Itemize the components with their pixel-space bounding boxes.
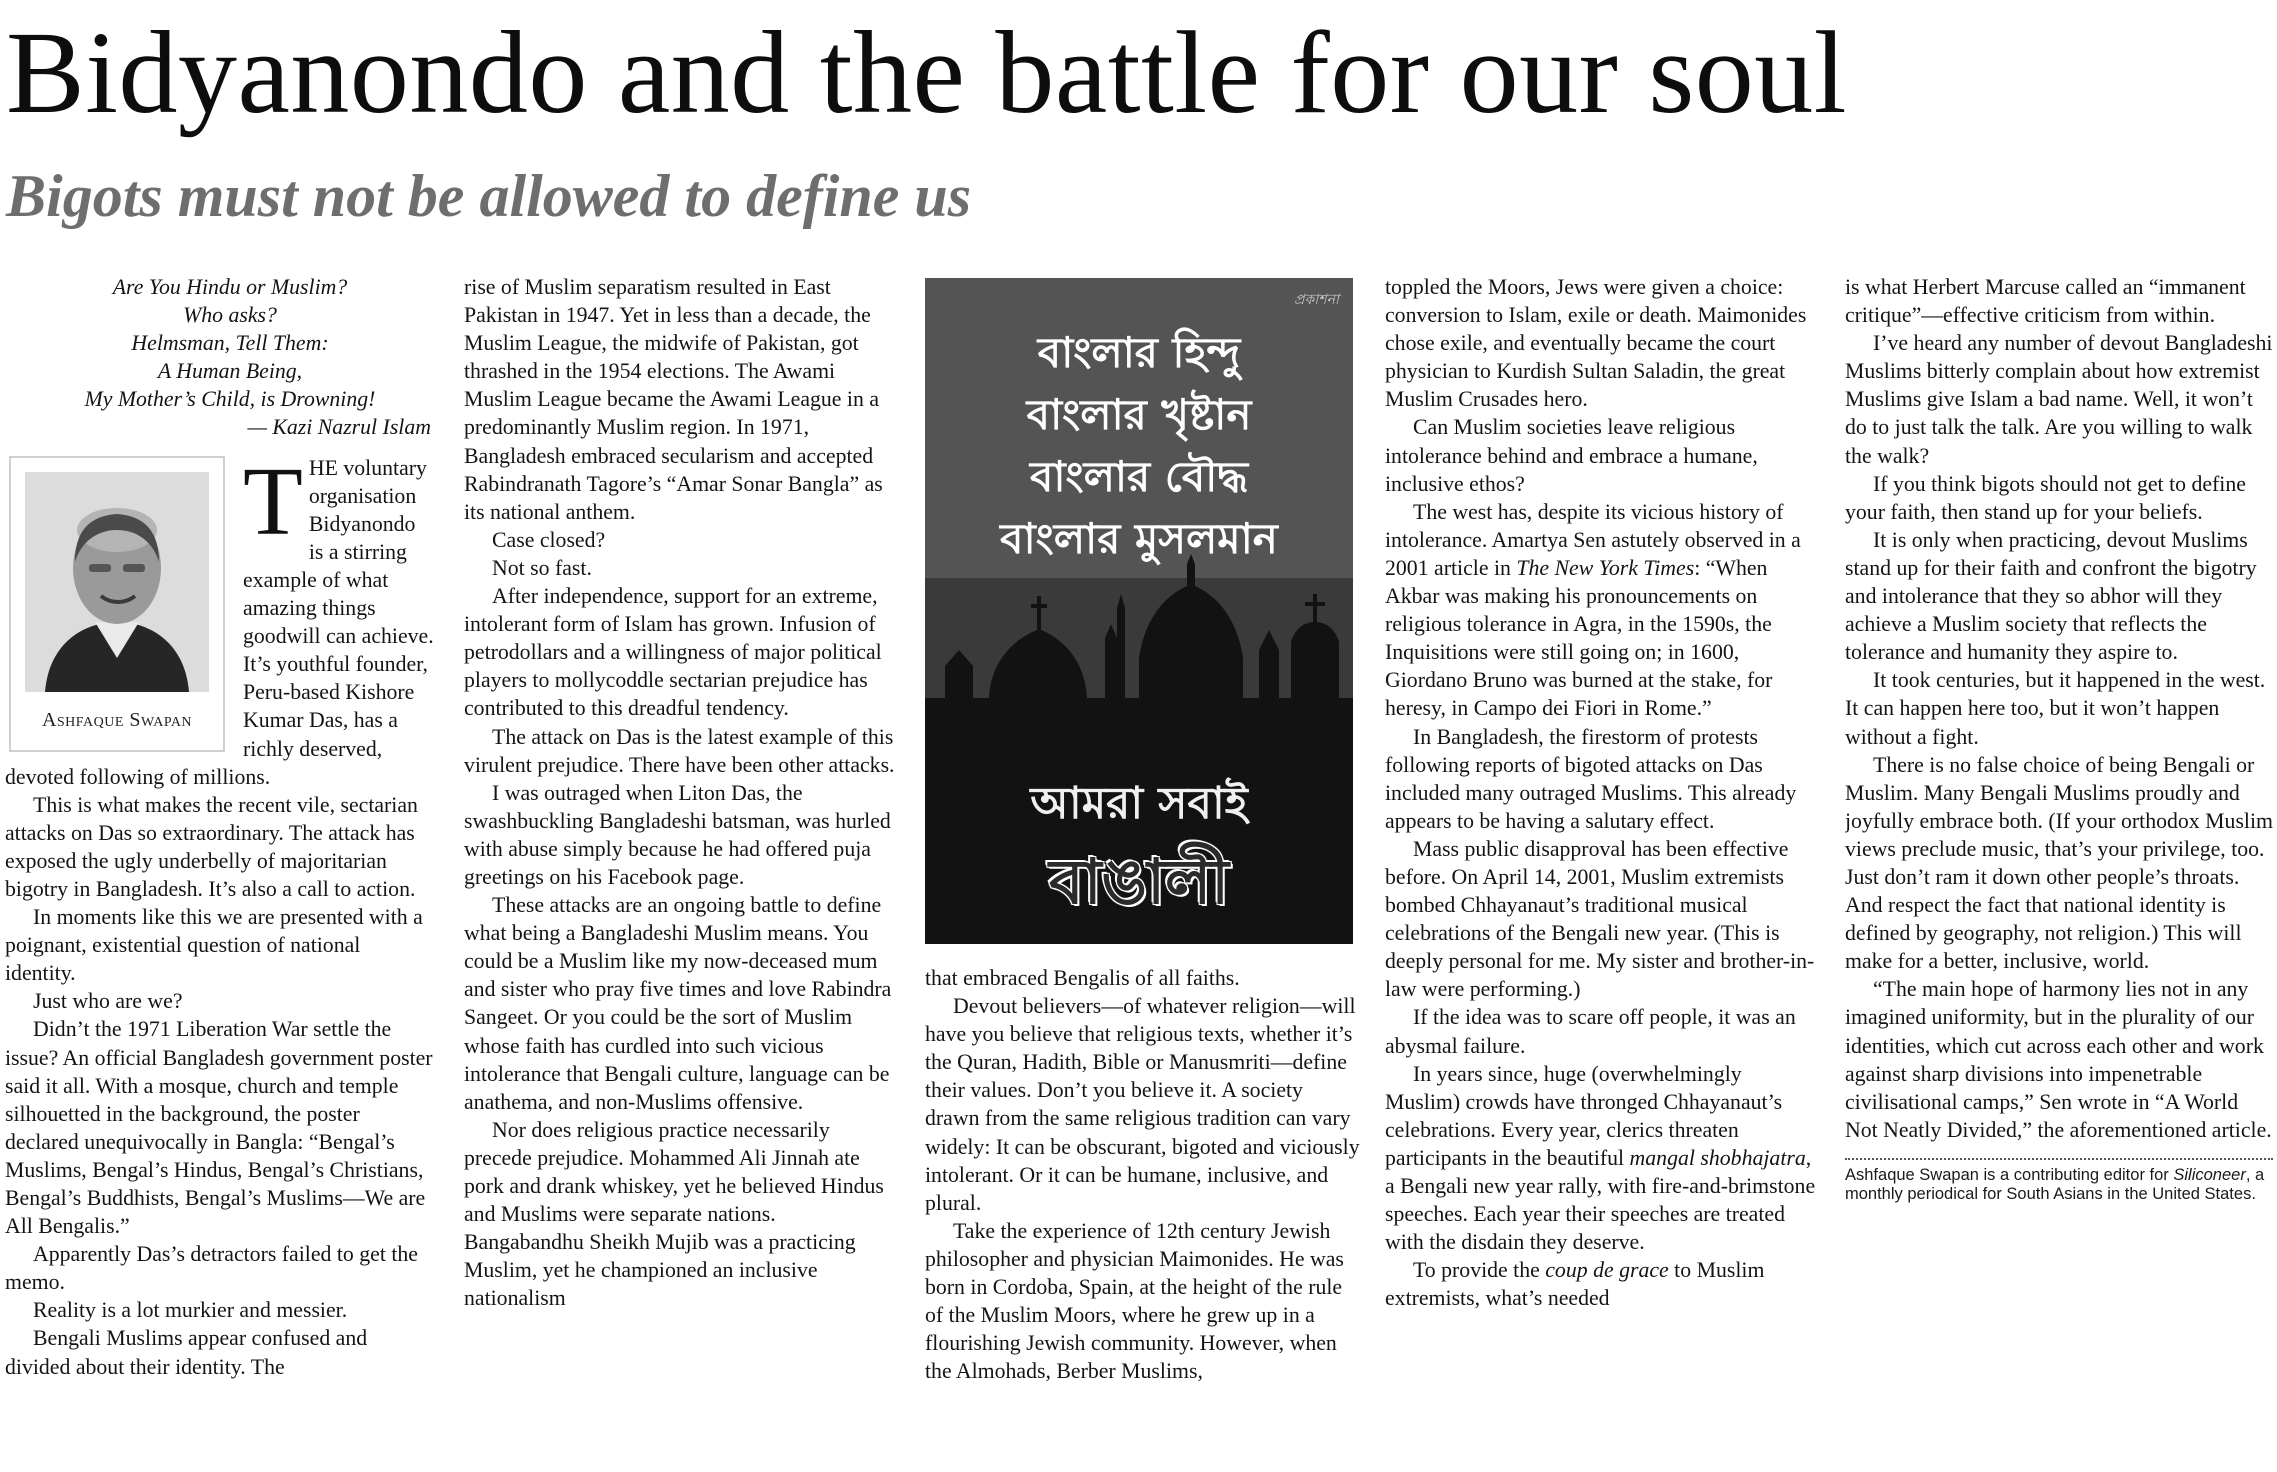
paragraph: Case closed? <box>492 527 606 552</box>
paragraph: Didn’t the 1971 Liberation War settle the issue? An official Bangladesh government poster said it all. With a mosque, church and temple silhouetted in the background, the poster declared unequivocally in Bangla: “Bengal’s Muslims, Bengal’s Hindus, Bengal’s Christians, Bengal’s Buddhists, Bengal’s Muslims—We are All Bengalis.” <box>5 1017 433 1239</box>
poster-line: বাংলার হিন্দু <box>1037 328 1241 377</box>
text-run: , a Bengali new year rally, with fire-and-brimstone speeches. Each year their speeches are treated with the disdain they deserve. <box>1385 1145 1816 1255</box>
poster-slogan-top: আমরা সবাই <box>1030 778 1248 829</box>
paragraph <box>1385 498 1821 723</box>
paragraph: Just who are we? <box>33 989 183 1014</box>
poster-publisher-mark: প্রকাশনা <box>1293 292 1339 308</box>
paragraph: Apparently Das’s detractors failed to get the memo. <box>5 1242 418 1295</box>
epigraph-line: Are You Hindu or Muslim? <box>112 275 348 299</box>
column-4 <box>1385 273 1821 1468</box>
subheadline: Bigots must not be allowed to define us <box>6 163 972 229</box>
publication-title: The New York Times <box>1516 555 1695 580</box>
paragraph: that embraced Bengalis of all faiths. <box>925 966 1240 990</box>
liberation-war-poster <box>925 278 1353 944</box>
author-photo <box>25 472 209 692</box>
text-run: Ashfaque Swapan is a contributing editor for <box>1845 1165 2174 1184</box>
paragraph: After independence, support for an extreme, intolerant form of Islam has grown. Infusion of petrodollars and a willingness of major political players to mollycoddle sectarian prejudice has contributed to this dreadful tendency. <box>464 584 882 721</box>
italic-term: mangal shobhajatra <box>1629 1145 1806 1170</box>
epigraph-line: My Mother’s Child, is Drowning! <box>84 387 376 412</box>
headline: Bidyanondo and the battle for our soul <box>6 7 1848 138</box>
paragraph: In Bangladesh, the firestorm of protests following reports of bigoted attacks on Das included many outraged Muslims. This already appears to be having a salutary effect. <box>1385 724 1797 833</box>
poster-line: বাংলার বৌদ্ধ <box>1029 452 1249 501</box>
paragraph: Bengali Muslims appear confused and divided about their identity. The <box>5 1326 368 1379</box>
epigraph <box>5 273 435 442</box>
paragraph: Devout believers—of whatever religion—will have you believe that religious texts, whether it’s the Quran, Hadith, Bible or Manusmriti—define their values. Don’t you believe it. A society drawn from the same religious tradition can vary widely: It can be obscurant, bigoted and viciously intolerant. Or it can be humane, inclusive, and plural. <box>925 994 1360 1215</box>
column-3 <box>925 964 1361 1469</box>
paragraph <box>1385 1060 1821 1257</box>
text-run: To provide the <box>1413 1258 1546 1283</box>
epigraph-line: Helmsman, Tell Them: <box>131 331 329 356</box>
paragraph: These attacks are an ongoing battle to define what being a Bangladeshi Muslim means. You could be a Muslim like my now-deceased mum and sister who pray five times and love Rabindra Sangeet. Or you could be the sort of Muslim whose faith has curdled into such vicious intolerance that Bengali culture, language can be anathema, and non-Muslims offensive. <box>464 893 892 1114</box>
poster-slogan-bottom: বাঙালী <box>1049 845 1229 918</box>
drop-cap: T <box>243 447 303 556</box>
author-photo-box <box>9 456 225 752</box>
paragraph: If the idea was to scare off people, it was an abysmal failure. <box>1385 1005 1796 1058</box>
paragraph: It took centuries, but it happened in the west. It can happen here too, but it won’t happen without a fight. <box>1845 668 2266 749</box>
column-5 <box>1845 273 2273 1468</box>
author-portrait-icon <box>25 472 209 692</box>
paragraph: Reality is a lot murkier and messier. <box>33 1298 348 1323</box>
paragraph: It is only when practicing, devout Muslims stand up for their faith and confront the bigotry and intolerance that they so abhor will they achieve a Muslim society that reflects the tolerance and humanity they aspire to. <box>1845 527 2257 665</box>
epigraph-line: A Human Being, <box>157 359 303 384</box>
paragraph: Nor does religious practice necessarily precede prejudice. Mohammed Ali Jinnah ate pork and drank whiskey, yet he believed Hindus and Muslims were separate nations. Bangabandhu Sheikh Mujib was a practicing Muslim, yet he championed an inclusive nationalism <box>464 1117 884 1311</box>
paragraph <box>1385 1256 1821 1312</box>
poster-line: বাংলার খৃষ্টান <box>1026 390 1252 439</box>
paragraph: Take the experience of 12th century Jewish philosopher and physician Maimonides. He was born in Cordoba, Spain, at the height of the rule of the Muslim Moors, where he grew up in a flourishing Jewish community. However, when the Almohads, Berber Muslims, <box>925 1218 1344 1384</box>
paragraph: There is no false choice of being Bengali or Muslim. Many Bengali Muslims proudly and joyfully embrace both. (If your orthodox Muslim views preclude music, that’s your privilege, too. Just don’t ram it down other people’s throats. And respect the fact that national identity is defined by geography, not religion.) This will make for a better, inclusive, world. <box>1845 752 2273 974</box>
paragraph: “The main hope of harmony lies not in any imagined uniformity, but in the plurality of our identities, which cut across each other and work against sharp divisions into impenetrable civilisational camps,” Sen wrote in “A World Not Neatly Divided,” the aforementioned article. <box>1845 977 2272 1142</box>
paragraph: Not so fast. <box>492 555 592 580</box>
italic-term: coup de grace <box>1545 1258 1669 1283</box>
column-2 <box>464 273 900 1468</box>
paragraph: is what Herbert Marcuse called an “immanent critique”—effective criticism from within. <box>1845 275 2246 328</box>
paragraph: rise of Muslim separatism resulted in East Pakistan in 1947. Yet in less than a decade, the Muslim League, the midwife of Pakistan, got thrashed in the 1954 elections. The Awami Muslim League became the Awami League in a predominantly Muslim region. In 1971, Bangladesh embraced secularism and accepted Rabindranath Tagore’s “Amar Sonar Bangla” as its national anthem. <box>464 275 883 524</box>
column-1 <box>5 273 435 1468</box>
text-run: The west has, despite its vicious history of intolerance. Amartya Sen astutely observed in a 2001 article in <box>1385 499 1801 580</box>
paragraph: Can Muslim societies leave religious intolerance behind and embrace a humane, inclusive ethos? <box>1385 415 1758 496</box>
text-run: to Muslim extremists, what’s needed <box>1385 1258 1765 1311</box>
publication-title: Siliconeer <box>2173 1165 2246 1184</box>
paragraph: This is what makes the recent vile, sectarian attacks on Das so extraordinary. The attack has exposed the ugly underbelly of majoritarian bigotry in Bangladesh. It’s also a call to action. <box>5 792 418 901</box>
bio-divider <box>1845 1158 2273 1160</box>
text-run: In years since, huge (overwhelmingly Muslim) crowds have thronged Chhayanaut’s celebrations. Every year, clerics threaten participants in the beautiful <box>1385 1061 1783 1170</box>
paragraph: I was outraged when Liton Das, the swashbuckling Bangladeshi batsman, was hurled with abuse simply because he had offered puja greetings on his Facebook page. <box>464 780 891 889</box>
poster-line: বাংলার মুসলমান <box>1000 514 1278 563</box>
paragraph: Mass public disapproval has been effective before. On April 14, 2001, Muslim extremists bombed Chhayanaut’s traditional musical celebrations of the Bengali new year. (This is deeply personal for me. My sister and brother-in-law were performing.) <box>1385 836 1815 1002</box>
paragraph: toppled the Moors, Jews were given a choice: conversion to Islam, exile or death. Maimonides chose exile, and eventually became the court physician to Kurdish Sultan Saladin, the great Muslim Crusades hero. <box>1385 275 1807 412</box>
text-run: : “When Akbar was making his pronouncements on religious tolerance in Agra, in the 1590s, the Inquisitions were still going on; in 1600, Giordano Bruno was burned at the stake, for heresy, in Campo dei Fiori in Rome.” <box>1385 555 1773 721</box>
epigraph-attribution: — Kazi Nazrul Islam <box>247 415 431 440</box>
epigraph-line: Who asks? <box>183 303 277 328</box>
paragraph: I’ve heard any number of devout Bangladeshi Muslims bitterly complain about how extremist Muslims give Islam a bad name. Well, it won’t do to just talk the talk. Are you willing to walk the walk? <box>1845 331 2273 468</box>
paragraph: If you think bigots should not get to define your faith, then stand up for your beliefs. <box>1845 471 2246 524</box>
lead-text: HE voluntary organisation Bidyanondo is a stirring example of what amazing things goodwill can achieve. It’s youthful founder, Peru-based Kishore Kumar Das, has a richly deserved, devoted following of millions. <box>5 455 434 789</box>
paragraph: The attack on Das is the latest example of this virulent prejudice. There have been other attacks. <box>464 724 895 777</box>
author-caption: Ashfaque Swapan <box>41 708 193 731</box>
text-run: , a monthly periodical for South Asians in the United States. <box>1845 1165 2265 1203</box>
paragraph: In moments like this we are presented with a poignant, existential question of national identity. <box>5 905 423 986</box>
author-bio <box>1845 1166 2273 1204</box>
